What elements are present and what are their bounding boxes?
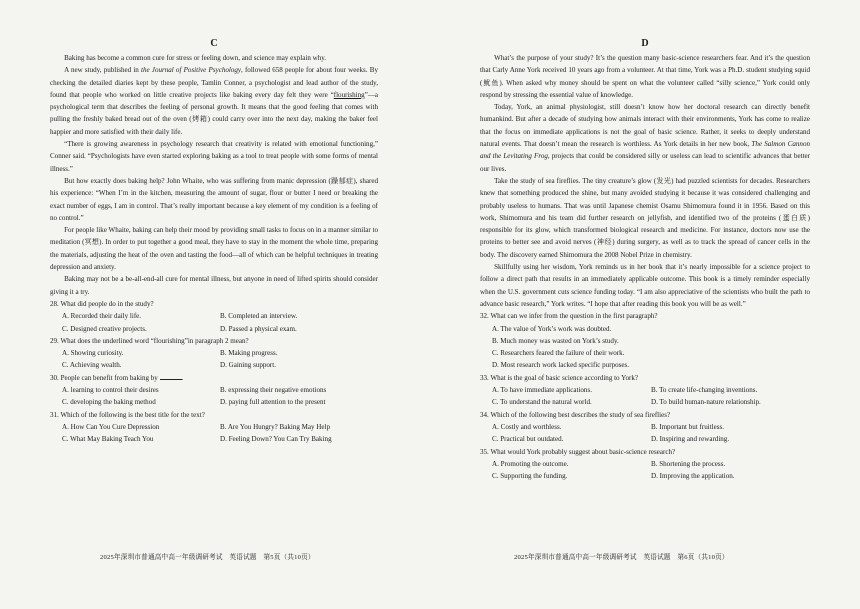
option-c: C. Researchers feared the failure of their work.: [492, 349, 625, 358]
answer-blank: [160, 373, 182, 380]
option-d: D. Most research work lacked specific purposes.: [492, 361, 629, 370]
option-c: C. Designed creative projects.: [62, 324, 147, 333]
question-stem: 34. Which of the following best describes the study of sea fireflies?: [480, 410, 671, 419]
question-29: [50, 335, 378, 372]
option-d: D. Passed a physical exam.: [220, 324, 297, 333]
question-28: [50, 298, 378, 335]
option-a: A. Costly and worthless.: [492, 422, 562, 431]
option-c: C. Achieving wealth.: [62, 361, 122, 370]
passage-c-paragraph-4: But how exactly does baking help? John Whaite, who was suffering from manic depression (躁郁症), shared his experience: “When I’m in the kitchen, measuring the amount of sugar, flour or butter I need or breaking the exact number of eggs, I am in control. That’s really important because a key element of my condition is a feeling of no control.”: [50, 176, 378, 222]
question-35: [480, 446, 810, 483]
question-33: [480, 372, 810, 409]
option-a: A. The value of York’s work was doubted.: [492, 324, 612, 333]
question-34: [480, 409, 810, 446]
option-d: D. Feeling Down? You Can Try Baking: [220, 435, 332, 444]
option-a: A. To have immediate applications.: [492, 386, 592, 395]
option-c: C. Supporting the funding.: [492, 472, 568, 481]
option-a: A. Promoting the outcome.: [492, 459, 569, 468]
book-title: The Salmon Cannon and the Levitating Frog: [480, 140, 810, 161]
question-stem: 32. What can we infer from the question in the first paragraph?: [480, 312, 658, 321]
page-footer-left: 2025年深圳市普通高中高一年级调研考试 英语试题 第5页（共10页）: [100, 554, 315, 561]
section-heading-d: D: [641, 38, 649, 49]
passage-d-paragraph-2: Today, York, an animal physiologist, still doesn’t know how her doctoral research can directly benefit humankind. But after a decade of studying how animals interact with their environments, York has come to realize that the focus on immediate applications is not the goal of basic science. Rather, it seeks to deeply understand natural events. That doesn’t mean the research is worthless. As York details in her new book, The Salmon Cannon and the Levitating Frog, projects that could be considered silly or useless can lead to scientific advances that better our lives.: [480, 103, 810, 173]
option-a: A. How Can You Cure Depression: [62, 422, 160, 431]
option-c: C. What May Baking Teach You: [62, 435, 154, 444]
option-c: C. Practical but outdated.: [492, 435, 564, 444]
right-column: [480, 38, 810, 482]
passage-c-paragraph-6: Baking may not be a be-all-end-all cure for mental illness, but anyone in need of lifted spirits should consider giving it a try.: [50, 275, 378, 296]
page-footer-right: 2025年深圳市普通高中高一年级调研考试 英语试题 第6页（共10页）: [514, 554, 729, 561]
question-stem: 30. People can benefit from baking by .: [50, 373, 184, 382]
passage-c-paragraph-2: A new study, published in the Journal of Positive Psychology, followed 658 people for about four weeks. By checking the detailed diaries kept by these people, Tamlin Conner, a psychologist and lead author of the study, found that people who worked on little creative projects like baking every day felt they were “flourishing”—a psychological term that describes the feeling of personal growth. It means that the good feeling that comes with pulling the freshly baked bread out of the oven (烤箱) could carry over into the next day, making the baker feel happier and more satisfied with their daily life.: [50, 66, 378, 136]
question-stem: 31. Which of the following is the best title for the text?: [50, 410, 205, 419]
passage-c-paragraph-1: Baking has become a common cure for stress or feeling down, and science may explain why.: [64, 54, 327, 62]
option-b: B. Completed an interview.: [220, 312, 298, 321]
passage-c-paragraph-3: “There is growing awareness in psychology research that creativity is related with emotional functioning,” Conner said. “Psychologists have even started exploring baking as a tool to treat people with some forms of mental illness.”: [50, 140, 378, 173]
option-d: D. paying full attention to the present: [220, 398, 326, 407]
option-c: C. developing the baking method: [62, 398, 156, 407]
option-b: B. Much money was wasted on York’s study.: [492, 336, 619, 345]
option-d: D. Inspiring and rewarding.: [651, 435, 730, 444]
option-b: B. expressing their negative emotions: [220, 386, 327, 395]
option-b: B. Important but fruitless.: [651, 422, 725, 431]
section-heading-c: C: [210, 38, 218, 49]
option-b: B. To create life-changing inventions.: [651, 386, 758, 395]
passage-d-paragraph-1: What’s the purpose of your study? It’s the question many basic-science researchers fear. And it’s the question that Carly Anne York received 10 years ago from a volunteer. At that time, York was a Ph.D. student studying squid (鱿鱼). When asked why money should be spent on what the volunteer called “silly science,” York could only respond by stressing the essential value of knowledge.: [480, 54, 810, 99]
option-a: A. learning to control their desires: [62, 386, 159, 395]
option-d: D. Improving the application.: [651, 472, 735, 481]
question-stem: 28. What did people do in the study?: [50, 299, 154, 308]
option-d: D. To build human-nature relationship.: [651, 398, 761, 407]
option-b: B. Shortening the process.: [651, 459, 726, 468]
underlined-word: flourishing: [333, 90, 365, 99]
passage-d-paragraph-3: Take the study of sea fireflies. The tiny creature’s glow (发光) had puzzled scientists for decades. Researchers knew that something produced the shine, but many avoided studying it because it was considered challenging and probably useless to humans. That was until Japanese chemist Osamu Shimomura found it in 1956. Based on this work, Shimomura and his team did further research on jellyfish, and identified two of the proteins (蛋白质) responsible for its glow, which transformed biological research and medicine. For instance, doctors now use the proteins to better see and avoid nerves (神经) during surgery, as well as to track the spread of cancer cells in the body. The discovery earned Shimomura the 2008 Nobel Prize in chemistry.: [480, 176, 810, 259]
question-30: [50, 372, 378, 409]
question-stem: 35. What would York probably suggest about basic-science research?: [480, 447, 676, 456]
question-31: [50, 409, 378, 446]
option-c: C. To understand the natural world.: [492, 398, 592, 407]
passage-d-paragraph-4: Skillfully using her wisdom, York reminds us in her book that it’s nearly impossible for a science project to follow a direct path that results in an immediately applicable outcome. This book is a timely reminder especially when the U.S. government cuts science funding today. “I am also appreciative of the scientists who built the path to advance basic research,” York writes. “I hope that after reading this book you will be as well.”: [480, 263, 810, 308]
option-d: D. Gaining support.: [220, 361, 276, 370]
journal-title: the Journal of Positive Psychology: [141, 66, 241, 75]
option-b: B. Are You Hungry? Baking May Help: [220, 422, 331, 431]
left-column: [50, 38, 378, 446]
page-right: [430, 0, 860, 609]
question-stem: 29. What does the underlined word “flourishing”in paragraph 2 mean?: [50, 336, 249, 345]
passage-c-paragraph-5: For people like Whaite, baking can help their mood by providing small tasks to focus on in a manner similar to meditation (冥想). In order to put together a good meal, they have to stay in the moment the whole time, preparing the materials, adjusting the heat of the oven and tasting the food—all of which can be helpful techniques in treating depression and anxiety.: [50, 226, 378, 272]
option-a: A. Showing curiosity.: [62, 349, 124, 358]
option-b: B. Making progress.: [220, 349, 278, 358]
question-32: [480, 310, 810, 371]
option-a: A. Recorded their daily life.: [62, 312, 142, 321]
question-stem: 33. What is the goal of basic science according to York?: [480, 373, 638, 382]
